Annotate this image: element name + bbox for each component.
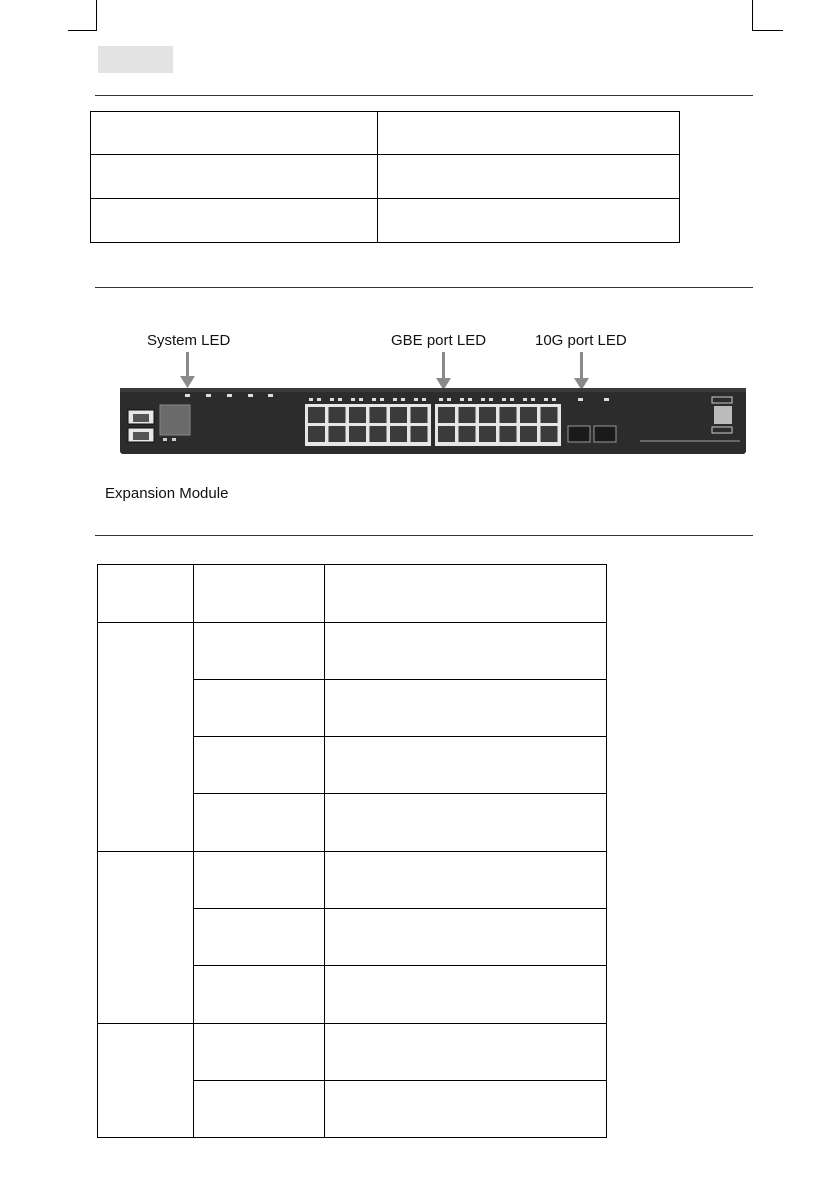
table-cell	[194, 852, 325, 909]
rj45-port	[459, 426, 476, 442]
table-cell	[378, 112, 680, 155]
port-led	[447, 398, 451, 401]
port-led	[531, 398, 535, 401]
table-cell	[325, 680, 607, 737]
10g-port-led-label: 10G port LED	[535, 332, 627, 349]
port-led	[317, 398, 321, 401]
table-row	[98, 852, 607, 909]
table-cell	[91, 155, 378, 199]
port-led	[489, 398, 493, 401]
group-cell	[98, 852, 194, 1024]
rj45-port	[329, 426, 346, 442]
rj45-port	[308, 407, 325, 423]
table-cell	[325, 909, 607, 966]
rj45-port	[411, 426, 428, 442]
port-led	[393, 398, 397, 401]
port-led	[422, 398, 426, 401]
rj45-port	[349, 426, 366, 442]
rj45-port	[329, 407, 346, 423]
table-cell	[194, 680, 325, 737]
table-row	[91, 155, 680, 199]
port-led	[552, 398, 556, 401]
table-row	[98, 1024, 607, 1081]
rj45-port	[479, 407, 496, 423]
table-row	[91, 112, 680, 155]
gbe-port-led-label: GBE port LED	[391, 332, 487, 349]
expansion-module-label: Expansion Module	[105, 485, 229, 502]
section-divider	[95, 287, 753, 288]
table-cell	[378, 155, 680, 199]
port-led	[351, 398, 355, 401]
expansion-module-slot	[160, 405, 190, 435]
rj45-port	[370, 407, 387, 423]
table-row	[91, 199, 680, 243]
table-cell	[325, 1024, 607, 1081]
section-divider	[95, 535, 753, 536]
port-led	[439, 398, 443, 401]
table-cell	[194, 909, 325, 966]
port-led	[502, 398, 506, 401]
rj45-port	[520, 407, 537, 423]
table-cell	[194, 1024, 325, 1081]
sfp-port	[568, 426, 590, 442]
table-cell	[325, 852, 607, 909]
table-cell	[194, 565, 325, 623]
rj45-port	[411, 407, 428, 423]
rj45-port	[500, 407, 517, 423]
port-led	[510, 398, 514, 401]
rj45-port	[500, 426, 517, 442]
table-cell	[325, 565, 607, 623]
port-led	[523, 398, 527, 401]
port-led	[359, 398, 363, 401]
table-cell	[325, 737, 607, 794]
rj45-port	[390, 407, 407, 423]
table-cell	[194, 794, 325, 852]
port-led	[372, 398, 376, 401]
port-led	[338, 398, 342, 401]
table-header-row	[98, 565, 607, 623]
table-cell	[194, 623, 325, 680]
table-cell	[91, 199, 378, 243]
section-tab	[98, 46, 173, 73]
port-led	[468, 398, 472, 401]
table-cell	[194, 1081, 325, 1138]
rj45-port	[459, 407, 476, 423]
table-cell	[194, 737, 325, 794]
rj45-port	[390, 426, 407, 442]
system-led-label: System LED	[147, 332, 231, 349]
rj45-port	[349, 407, 366, 423]
rj45-port	[370, 426, 387, 442]
arrow-down-icon	[574, 352, 589, 390]
crop-mark-top-right	[752, 0, 783, 31]
table-cell	[378, 199, 680, 243]
rj45-port	[479, 426, 496, 442]
switch-front-panel	[100, 350, 760, 480]
port-led	[401, 398, 405, 401]
arrow-down-icon	[436, 352, 451, 390]
rj45-port	[541, 426, 558, 442]
sfp-port	[594, 426, 616, 442]
rj45-port	[541, 407, 558, 423]
spec-table	[90, 111, 680, 243]
rj45-port	[438, 407, 455, 423]
table-cell	[325, 623, 607, 680]
port-led	[460, 398, 464, 401]
table-cell	[91, 112, 378, 155]
port-led	[309, 398, 313, 401]
port-led	[380, 398, 384, 401]
group-cell	[98, 623, 194, 852]
crop-mark-top-left	[68, 0, 97, 31]
switch-chassis	[120, 388, 746, 454]
port-led	[481, 398, 485, 401]
rj45-port	[520, 426, 537, 442]
section-divider	[95, 95, 753, 96]
rj45-port	[308, 426, 325, 442]
table-cell	[194, 966, 325, 1024]
port-led	[414, 398, 418, 401]
arrow-down-icon	[180, 352, 195, 388]
table-cell	[325, 966, 607, 1024]
table-cell	[325, 1081, 607, 1138]
led-table	[97, 564, 607, 1138]
port-led	[544, 398, 548, 401]
port-led	[330, 398, 334, 401]
table-row	[98, 623, 607, 680]
group-cell	[98, 1024, 194, 1138]
table-cell	[325, 794, 607, 852]
rj45-port	[438, 426, 455, 442]
table-cell	[98, 565, 194, 623]
